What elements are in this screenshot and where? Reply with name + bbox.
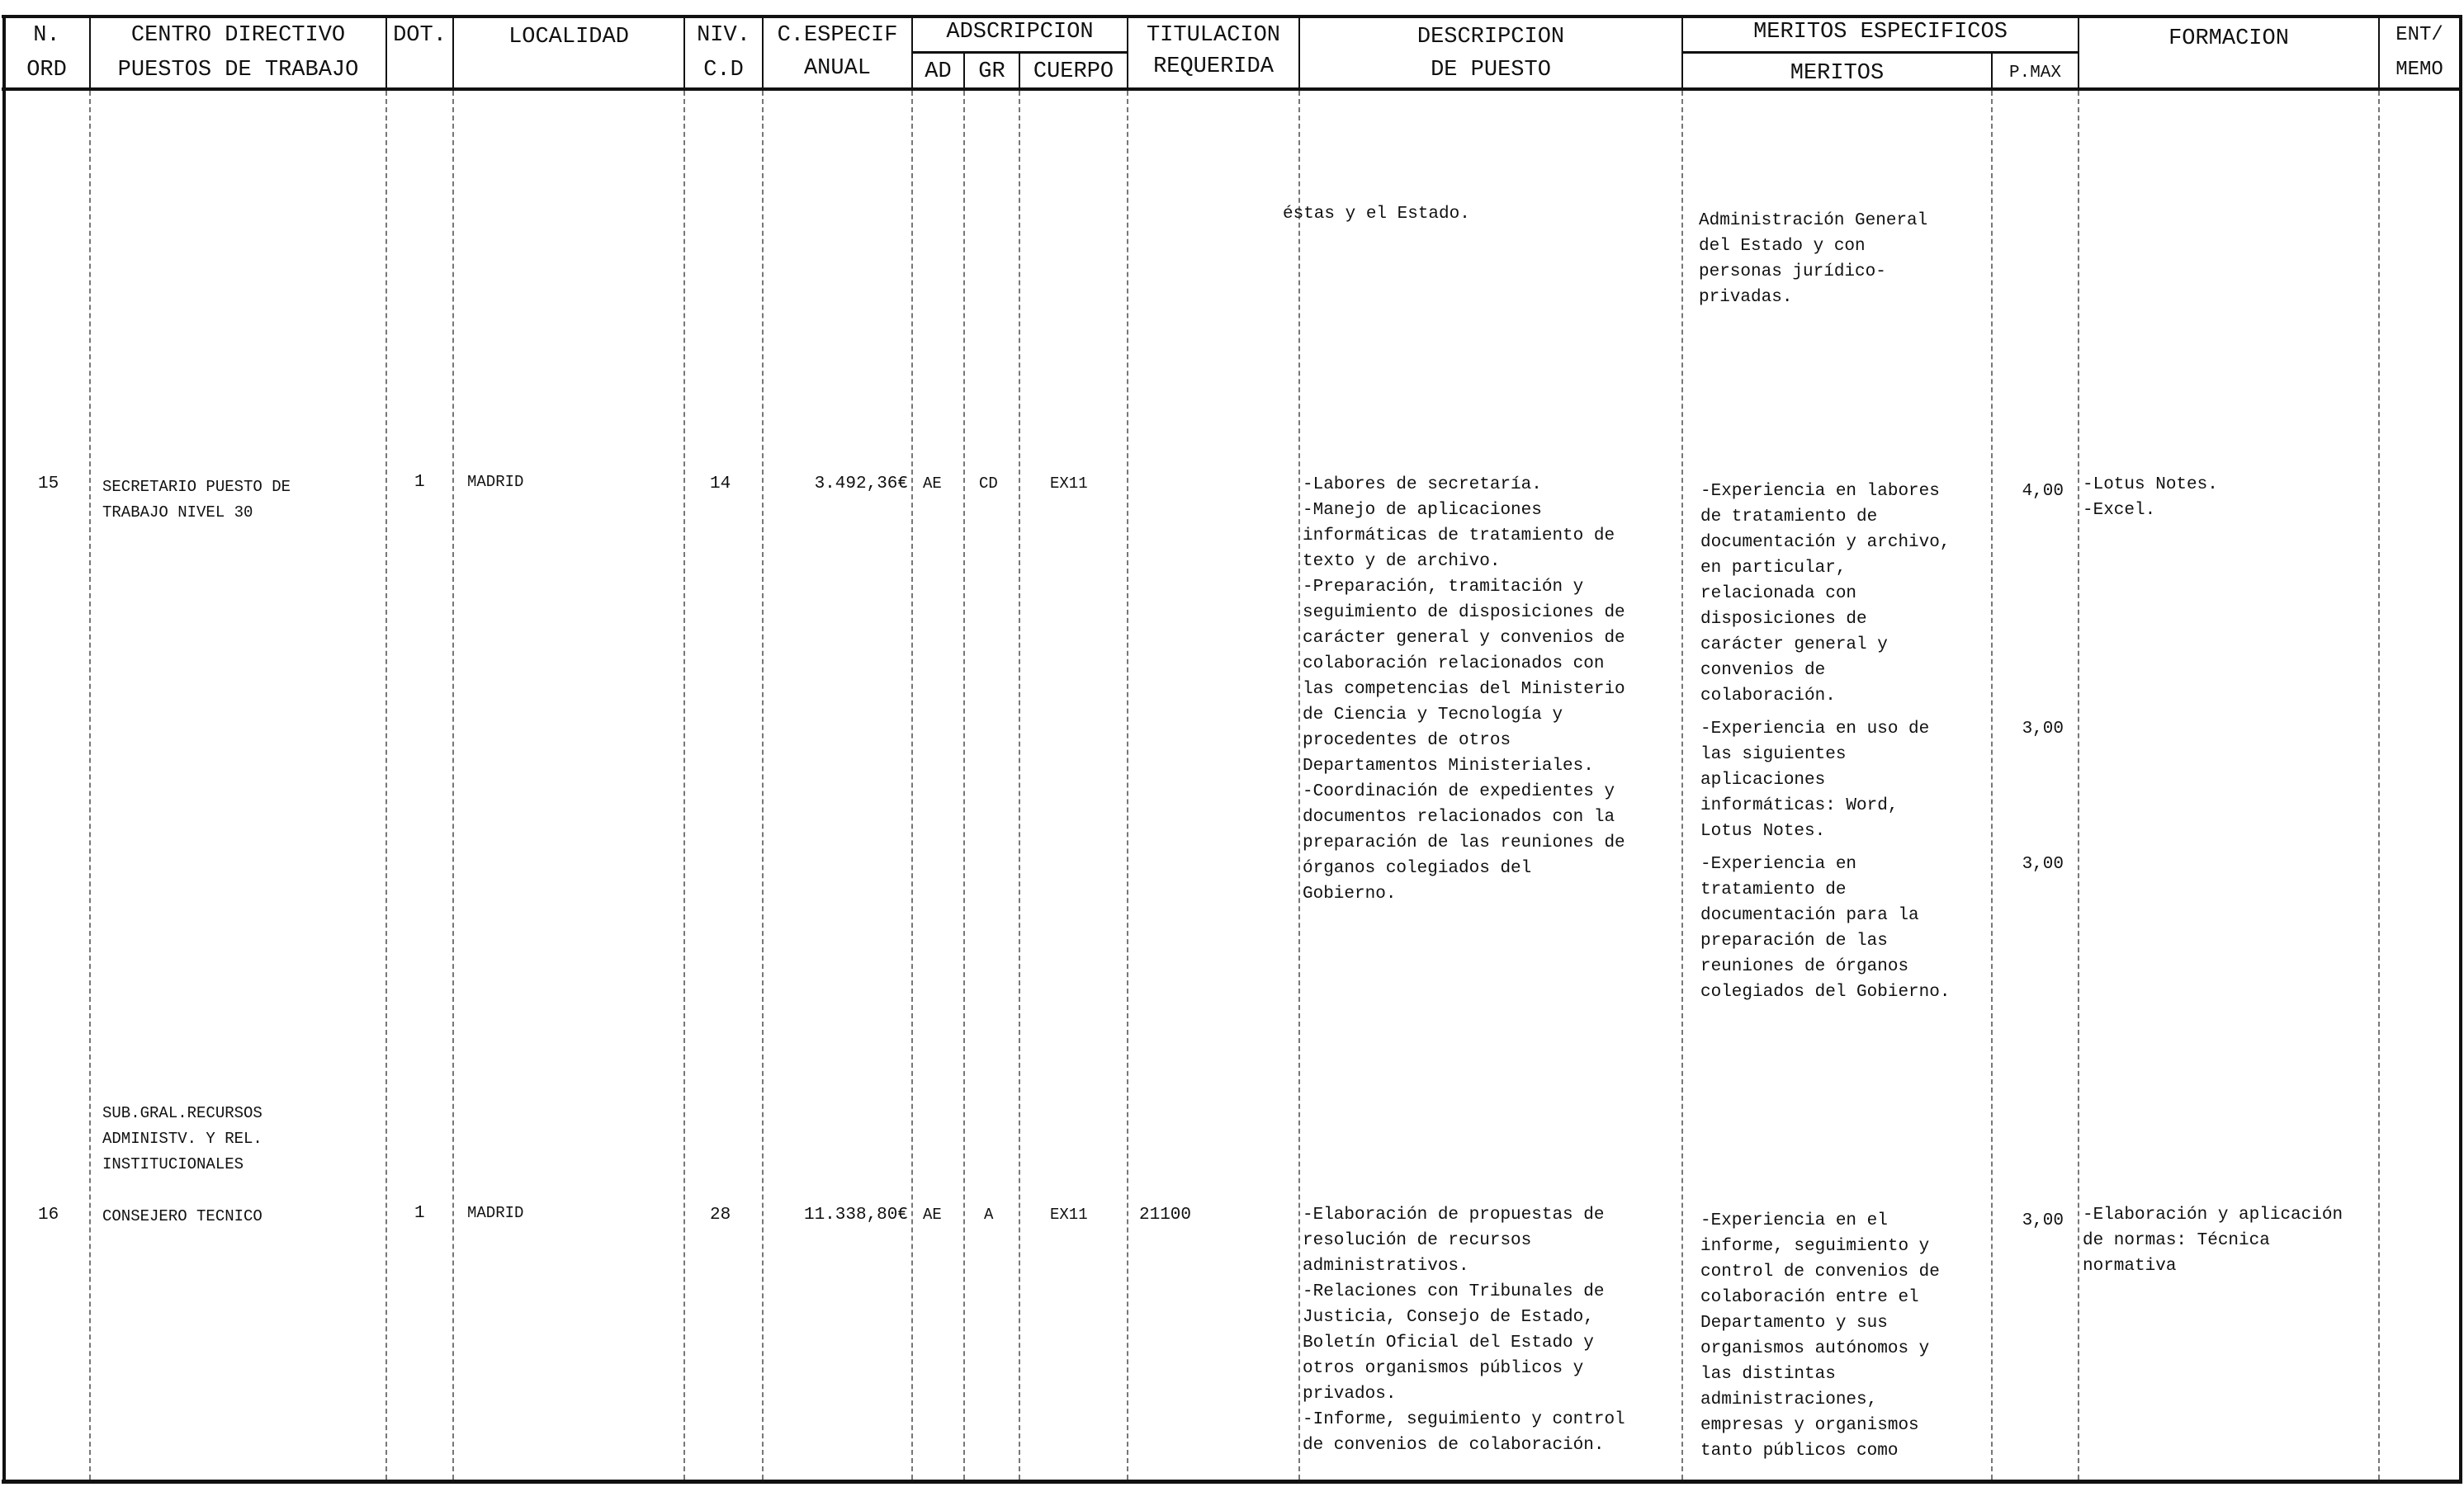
row-localidad: MADRID (467, 1204, 524, 1222)
row-dot: 1 (414, 473, 425, 492)
row-gr: CD (979, 474, 998, 493)
header-adscripcion: ADSCRIPCION (946, 20, 1094, 45)
row-cuerpo: EX11 (1050, 474, 1088, 493)
row-merito-pmax: 3,00 (2022, 720, 2064, 739)
header-titulacion-1: TITULACION (1146, 23, 1281, 48)
header-descripcion-2: DE PUESTO (1431, 58, 1551, 83)
column-divider (1127, 91, 1128, 1480)
header-n-ord-1: N. (33, 23, 60, 48)
header-descripcion-1: DESCRIPCION (1416, 25, 1565, 50)
row-nivel: 28 (710, 1206, 731, 1225)
header-meritos: MERITOS (1790, 61, 1885, 86)
header-ent-memo-1: ENT/ (2395, 24, 2443, 46)
row-merito: -Experiencia en uso de las siguientes aplicaciones informáticas: Word, Lotus Notes. (1700, 720, 1930, 841)
column-divider (2078, 91, 2079, 1480)
header-niv-1: NIV. (697, 23, 750, 48)
header-cuerpo: CUERPO (1033, 59, 1114, 84)
row-dot: 1 (414, 1204, 425, 1223)
header-titulacion-2: REQUERIDA (1153, 54, 1274, 79)
row-merito-pmax: 4,00 (2022, 482, 2064, 501)
header-meritos-especificos: MERITOS ESPECIFICOS (1753, 20, 2008, 45)
row-cuerpo: EX11 (1050, 1206, 1088, 1224)
column-divider (452, 91, 454, 1480)
row-merito-pmax: 3,00 (2022, 855, 2064, 874)
row-puesto: CONSEJERO TECNICO (102, 1207, 262, 1225)
header-ad: AD (925, 59, 952, 84)
meritos-subdivider (1681, 51, 2078, 54)
header-localidad: LOCALIDAD (508, 25, 629, 50)
row-formacion: -Elaboración y aplicación de normas: Técnica normativa (2083, 1206, 2343, 1276)
row-nivel: 14 (710, 474, 731, 493)
header-centro-2: PUESTOS DE TRABAJO (117, 58, 359, 83)
row-n-ord: 15 (38, 474, 59, 493)
header-niv-2: C.D (703, 58, 744, 83)
row-unit: SUB.GRAL.RECURSOS ADMINISTV. Y REL. INSTITUCIONALES (102, 1104, 262, 1173)
column-divider (963, 91, 965, 1480)
column-divider (385, 91, 387, 1480)
column-divider (1019, 91, 1020, 1480)
row-puesto: SECRETARIO PUESTO DE TRABAJO NIVEL 30 (102, 478, 291, 522)
table-top-border (2, 15, 2462, 18)
row-c-especif: 11.338,80€ (803, 1206, 908, 1225)
continuation-descripcion: éstas y el Estado. (1283, 205, 1470, 224)
row-descripcion: -Labores de secretaría. -Manejo de aplicaciones informáticas de tratamiento de texto y de archivo. -Preparación, tramitación y seguimiento de disposiciones de carácter general y convenios de colaboración relacionados con las competencias del Ministerio de Ciencia y Tecnología y procedentes de otros Departamentos Ministeriales. -Coordinación de expedientes y documentos relacionados con la preparación de las reuniones de órganos colegiados del Gobierno. (1303, 475, 1625, 904)
column-divider (762, 91, 764, 1480)
header-ent-memo-2: MEMO (2395, 59, 2443, 81)
row-gr: A (984, 1206, 994, 1224)
header-divider (2, 15, 6, 1484)
header-formacion: FORMACION (2168, 26, 2289, 51)
row-merito: -Experiencia en labores de tratamiento de documentación y archivo, en particular, relacionada con disposiciones de carácter general y convenios de colaboración. (1700, 482, 1951, 706)
column-divider (89, 91, 91, 1480)
header-bottom-border (2, 87, 2462, 91)
row-localidad: MADRID (467, 473, 524, 491)
row-ad: AE (923, 1206, 942, 1224)
row-n-ord: 16 (38, 1206, 59, 1225)
row-ad: AE (923, 474, 942, 493)
row-merito-pmax: 3,00 (2022, 1211, 2064, 1230)
column-divider (2378, 91, 2380, 1480)
continuation-meritos: Administración General del Estado y con personas jurídico- privadas. (1699, 211, 1928, 307)
table-bottom-border (2, 1480, 2462, 1484)
row-descripcion: -Elaboración de propuestas de resolución de recursos administrativos. -Relaciones con Tribunales de Justicia, Consejo de Estado, Boletín Oficial del Estado y otros organismos públicos y privados. -Informe, seguimiento y control de convenios de colaboración. (1303, 1206, 1625, 1455)
header-divider (2459, 15, 2462, 1484)
row-c-especif: 3.492,36€ (814, 474, 908, 493)
row-merito: -Experiencia en tratamiento de documentación para la preparación de las reuniones de órganos colegiados del Gobierno. (1700, 855, 1951, 1002)
column-divider (1298, 91, 1300, 1480)
header-n-ord-2: ORD (26, 58, 67, 83)
row-titulacion: 21100 (1139, 1206, 1192, 1225)
column-divider (1681, 91, 1683, 1480)
column-divider (683, 91, 685, 1480)
row-merito: -Experiencia en el informe, seguimiento y control de convenios de colaboración entre el Departamento y sus organismos autónomos y las distintas administraciones, empresas y organismos tanto públicos como (1700, 1211, 1940, 1461)
column-divider (1991, 91, 1993, 1480)
row-formacion: -Lotus Notes. -Excel. (2083, 475, 2218, 520)
column-divider (911, 91, 913, 1480)
header-c-especif-2: ANUAL (803, 56, 871, 81)
header-p-max: P.MAX (2008, 64, 2061, 83)
header-dot: DOT. (393, 23, 447, 48)
header-gr: GR (978, 59, 1005, 84)
header-centro-1: CENTRO DIRECTIVO (130, 23, 346, 48)
header-c-especif-1: C.ESPECIF (777, 23, 898, 48)
